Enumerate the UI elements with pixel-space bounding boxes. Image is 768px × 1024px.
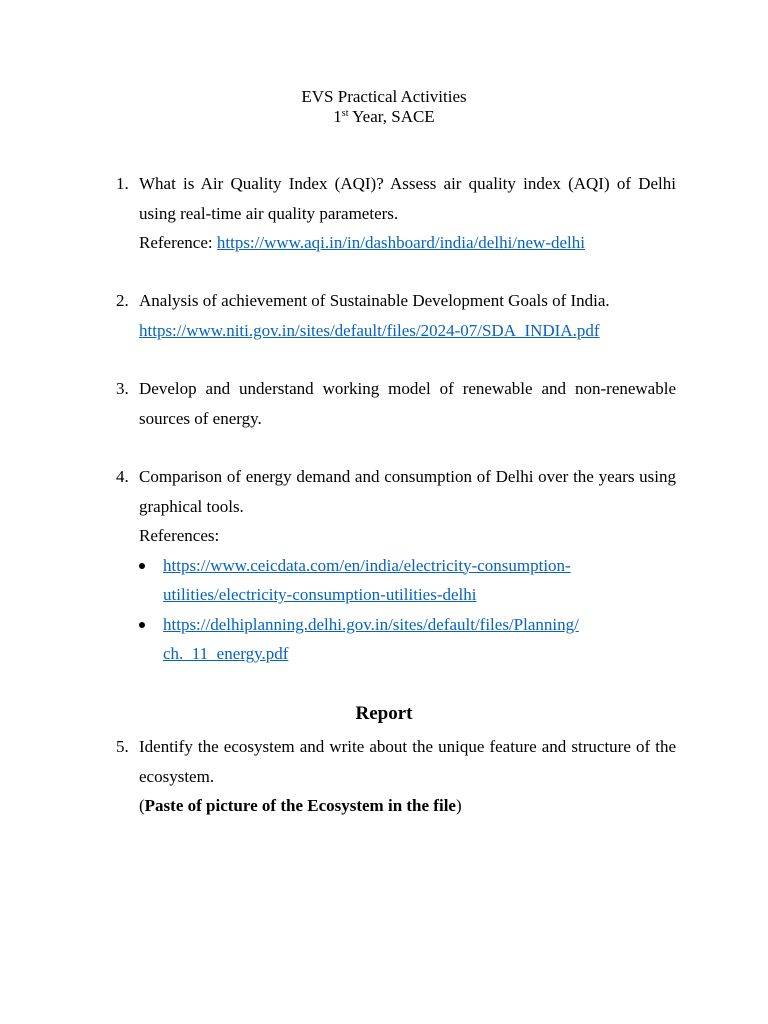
- delhiplanning-link-line1[interactable]: https://delhiplanning.delhi.gov.in/sites/default/files/Planning/: [163, 614, 579, 634]
- document-header: [0, 87, 768, 127]
- ceicdata-link[interactable]: [163, 556, 571, 605]
- ceicdata-link-line2[interactable]: utilities/electricity-consumption-utilities-delhi: [163, 585, 477, 604]
- list-item-5: [116, 732, 676, 821]
- report-heading: Report: [355, 703, 413, 724]
- bullet-icon: [139, 563, 145, 569]
- delhiplanning-link-line2[interactable]: ch._11_energy.pdf: [163, 644, 289, 663]
- reference-label: Reference:: [139, 233, 217, 252]
- bullet-icon: [139, 622, 145, 628]
- list-item-4: [116, 462, 676, 669]
- item-text: Analysis of achievement of Sustainable Development Goals of India.: [139, 291, 610, 310]
- item-number: 1.: [116, 174, 129, 193]
- note-open-paren: (: [139, 796, 145, 815]
- reference-bullet-list: [116, 551, 676, 669]
- note-close-paren: ): [455, 796, 462, 815]
- bullet-item: [116, 551, 676, 610]
- item-number: 4.: [116, 467, 129, 486]
- bullet-item: [116, 610, 676, 669]
- aqi-link[interactable]: https://www.aqi.in/in/dashboard/india/delhi/new-delhi: [216, 233, 585, 252]
- year-superscript: st: [341, 108, 349, 119]
- item-text: Develop and understand working model of renewable and non-renewable sources of energy.: [139, 379, 676, 428]
- ecosystem-note: Paste of picture of the Ecosystem in the file: [144, 796, 456, 815]
- document-subtitle: [0, 107, 768, 127]
- delhiplanning-link[interactable]: [163, 615, 579, 664]
- item-text: Comparison of energy demand and consumption of Delhi over the years using graphical tools.: [139, 467, 676, 516]
- document-title: EVS Practical Activities: [301, 87, 467, 106]
- item-text: Identify the ecosystem and write about the unique feature and structure of the ecosystem.: [139, 737, 676, 786]
- ceicdata-link-line1[interactable]: https://www.ceicdata.com/en/india/electricity-consumption-: [163, 555, 571, 575]
- list-item-2: [116, 286, 676, 345]
- list-item-1: [116, 169, 676, 258]
- item-text: What is Air Quality Index (AQI)? Assess air quality index (AQI) of Delhi using real-time air quality parameters.: [139, 174, 676, 223]
- list-item-3: [116, 374, 676, 433]
- references-label: References:: [139, 526, 220, 545]
- item-number: 3.: [116, 379, 129, 398]
- niti-link[interactable]: https://www.niti.gov.in/sites/default/files/2024-07/SDA_INDIA.pdf: [139, 320, 600, 340]
- year-number: 1: [333, 107, 342, 126]
- item-number: 5.: [116, 737, 129, 756]
- item-number: 2.: [116, 291, 129, 310]
- year-text: Year, SACE: [348, 107, 435, 126]
